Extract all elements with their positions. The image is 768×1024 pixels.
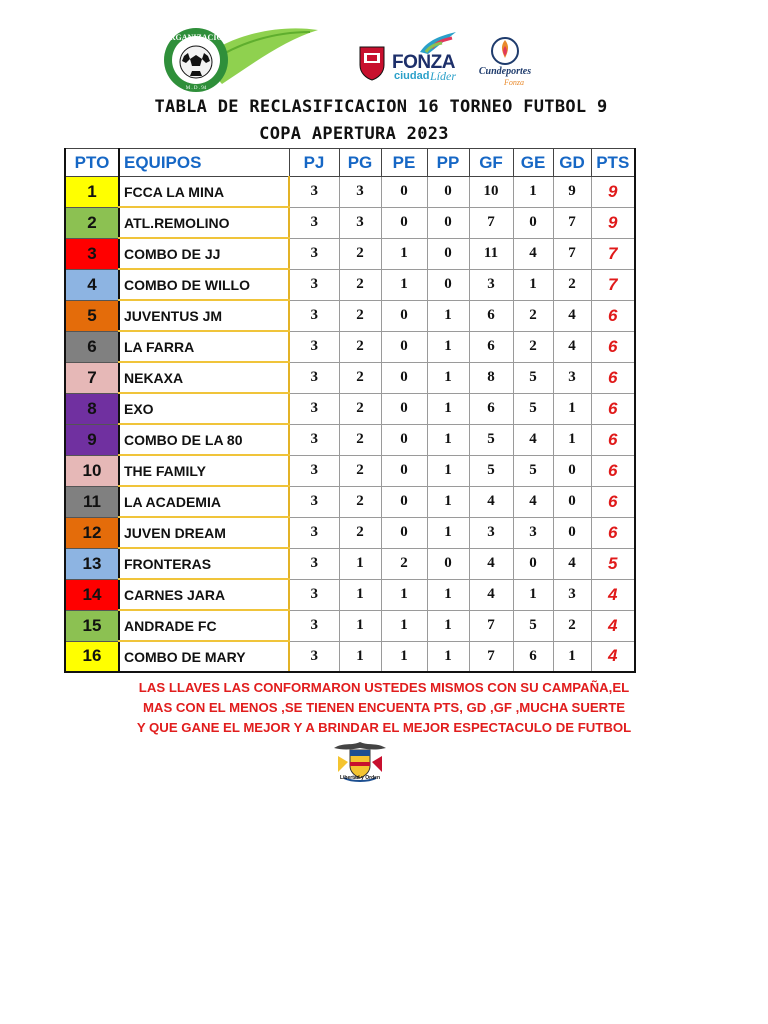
team-cell: COMBO DE MARY — [119, 641, 289, 672]
pp-cell: 1 — [427, 641, 469, 672]
pts-cell: 6 — [591, 362, 635, 393]
pj-cell: 3 — [289, 269, 339, 300]
pg-cell: 2 — [339, 455, 381, 486]
pp-cell: 1 — [427, 486, 469, 517]
table-row — [65, 207, 635, 238]
pe-cell: 1 — [381, 269, 427, 300]
team-cell: NEKAXA — [119, 362, 289, 393]
ge-cell: 3 — [513, 517, 553, 548]
pj-cell: 3 — [289, 177, 339, 208]
position-cell: 2 — [65, 207, 119, 238]
pts-cell: 6 — [591, 331, 635, 362]
col-header-pp: PP — [427, 149, 469, 177]
organization-logo — [160, 22, 320, 92]
gf-cell: 7 — [469, 610, 513, 641]
pg-cell: 2 — [339, 300, 381, 331]
pp-cell: 1 — [427, 393, 469, 424]
pg-cell: 2 — [339, 517, 381, 548]
fonza-shield-icon — [358, 45, 386, 81]
gd-cell: 0 — [553, 486, 591, 517]
position-cell: 14 — [65, 579, 119, 610]
gd-cell: 9 — [553, 177, 591, 208]
pp-cell: 0 — [427, 177, 469, 208]
gf-cell: 4 — [469, 486, 513, 517]
standings-table — [64, 148, 636, 673]
gf-cell: 6 — [469, 393, 513, 424]
col-header-pe: PE — [381, 149, 427, 177]
col-header-pg: PG — [339, 149, 381, 177]
gf-cell: 6 — [469, 331, 513, 362]
pp-cell: 1 — [427, 424, 469, 455]
team-cell: THE FAMILY — [119, 455, 289, 486]
position-cell: 11 — [65, 486, 119, 517]
table-row — [65, 641, 635, 672]
pj-cell: 3 — [289, 486, 339, 517]
cundeportes-logo — [474, 36, 536, 90]
note-line: LAS LLAVES LAS CONFORMARON USTEDES MISMOS CON SU CAMPAÑA,EL — [138, 680, 630, 695]
pe-cell: 0 — [381, 177, 427, 208]
cundeportes-sub: Fonza — [504, 78, 524, 87]
gd-cell: 0 — [553, 455, 591, 486]
team-cell: FRONTERAS — [119, 548, 289, 579]
table-row — [65, 362, 635, 393]
ge-cell: 4 — [513, 486, 553, 517]
table-row — [65, 548, 635, 579]
pe-cell: 0 — [381, 207, 427, 238]
pg-cell: 3 — [339, 207, 381, 238]
gf-cell: 11 — [469, 238, 513, 269]
pts-cell: 9 — [591, 207, 635, 238]
note-line: Y QUE GANE EL MEJOR Y A BRINDAR EL MEJOR ESPECTACULO DE FUTBOL — [136, 720, 632, 735]
col-header-gf: GF — [469, 149, 513, 177]
pe-cell: 1 — [381, 610, 427, 641]
header-logos — [0, 0, 768, 100]
pj-cell: 3 — [289, 207, 339, 238]
pg-cell: 1 — [339, 579, 381, 610]
pg-cell: 1 — [339, 610, 381, 641]
ge-cell: 4 — [513, 424, 553, 455]
pts-cell: 7 — [591, 269, 635, 300]
pts-cell: 6 — [591, 486, 635, 517]
team-cell: COMBO DE LA 80 — [119, 424, 289, 455]
table-row — [65, 424, 635, 455]
pg-cell: 3 — [339, 177, 381, 208]
pj-cell: 3 — [289, 393, 339, 424]
ge-cell: 2 — [513, 331, 553, 362]
page-title: TABLA DE RECLASIFICACION 16 TORNEO FUTBOL 9 — [154, 97, 608, 117]
ge-cell: 5 — [513, 455, 553, 486]
pp-cell: 0 — [427, 207, 469, 238]
position-cell: 13 — [65, 548, 119, 579]
gd-cell: 3 — [553, 579, 591, 610]
pp-cell: 1 — [427, 300, 469, 331]
pj-cell: 3 — [289, 641, 339, 672]
gd-cell: 7 — [553, 238, 591, 269]
pe-cell: 0 — [381, 362, 427, 393]
col-header-ge: GE — [513, 149, 553, 177]
gd-cell: 4 — [553, 548, 591, 579]
table-row — [65, 331, 635, 362]
table-row — [65, 610, 635, 641]
pj-cell: 3 — [289, 455, 339, 486]
pts-cell: 6 — [591, 455, 635, 486]
team-cell: EXO — [119, 393, 289, 424]
ge-cell: 0 — [513, 207, 553, 238]
gd-cell: 1 — [553, 641, 591, 672]
fonza-ciudad: ciudad — [394, 70, 430, 82]
pj-cell: 3 — [289, 300, 339, 331]
table-body — [65, 177, 635, 673]
pp-cell: 0 — [427, 269, 469, 300]
torch-icon — [490, 36, 520, 66]
gf-cell: 3 — [469, 269, 513, 300]
seal-caption: Libertad y Orden — [339, 775, 380, 781]
pg-cell: 2 — [339, 393, 381, 424]
note-text — [62, 678, 706, 738]
pg-cell: 2 — [339, 424, 381, 455]
team-cell: LA ACADEMIA — [119, 486, 289, 517]
pts-cell: 7 — [591, 238, 635, 269]
note-line: MAS CON EL MENOS ,SE TIENEN ENCUENTA PTS, GD ,GF ,MUCHA SUERTE — [142, 700, 626, 715]
gd-cell: 3 — [553, 362, 591, 393]
pp-cell: 1 — [427, 331, 469, 362]
team-cell: FCCA LA MINA — [119, 177, 289, 208]
team-cell: CARNES JARA — [119, 579, 289, 610]
pp-cell: 1 — [427, 610, 469, 641]
position-cell: 3 — [65, 238, 119, 269]
pp-cell: 0 — [427, 238, 469, 269]
page-subtitle: COPA APERTURA 2023 — [259, 124, 449, 144]
position-cell: 10 — [65, 455, 119, 486]
team-cell: JUVENTUS JM — [119, 300, 289, 331]
table-row — [65, 517, 635, 548]
pp-cell: 1 — [427, 517, 469, 548]
pe-cell: 0 — [381, 300, 427, 331]
pj-cell: 3 — [289, 424, 339, 455]
pj-cell: 3 — [289, 331, 339, 362]
fonza-lider: Líder — [430, 69, 457, 83]
team-cell: COMBO DE WILLO — [119, 269, 289, 300]
pts-cell: 6 — [591, 517, 635, 548]
gf-cell: 6 — [469, 300, 513, 331]
position-cell: 9 — [65, 424, 119, 455]
gd-cell: 4 — [553, 331, 591, 362]
table-row — [65, 455, 635, 486]
pe-cell: 0 — [381, 486, 427, 517]
pj-cell: 3 — [289, 610, 339, 641]
pts-cell: 5 — [591, 548, 635, 579]
ge-cell: 5 — [513, 393, 553, 424]
pj-cell: 3 — [289, 548, 339, 579]
col-header-gd: GD — [553, 149, 591, 177]
ge-cell: 1 — [513, 269, 553, 300]
pts-cell: 6 — [591, 424, 635, 455]
position-cell: 8 — [65, 393, 119, 424]
gf-cell: 7 — [469, 207, 513, 238]
gd-cell: 2 — [553, 269, 591, 300]
gd-cell: 1 — [553, 424, 591, 455]
position-cell: 1 — [65, 177, 119, 208]
ge-cell: 5 — [513, 610, 553, 641]
position-cell: 4 — [65, 269, 119, 300]
gf-cell: 10 — [469, 177, 513, 208]
pe-cell: 2 — [381, 548, 427, 579]
gf-cell: 5 — [469, 424, 513, 455]
pg-cell: 2 — [339, 238, 381, 269]
gd-cell: 4 — [553, 300, 591, 331]
col-header-equipos: EQUIPOS — [119, 149, 289, 177]
pts-cell: 6 — [591, 393, 635, 424]
pts-cell: 4 — [591, 579, 635, 610]
pp-cell: 1 — [427, 579, 469, 610]
position-cell: 5 — [65, 300, 119, 331]
pj-cell: 3 — [289, 579, 339, 610]
pg-cell: 2 — [339, 362, 381, 393]
ge-cell: 1 — [513, 177, 553, 208]
pg-cell: 2 — [339, 269, 381, 300]
pp-cell: 0 — [427, 548, 469, 579]
pj-cell: 3 — [289, 238, 339, 269]
gf-cell: 5 — [469, 455, 513, 486]
pts-cell: 4 — [591, 641, 635, 672]
ge-cell: 0 — [513, 548, 553, 579]
gf-cell: 4 — [469, 579, 513, 610]
team-cell: ANDRADE FC — [119, 610, 289, 641]
table-row — [65, 238, 635, 269]
gd-cell: 7 — [553, 207, 591, 238]
pp-cell: 1 — [427, 362, 469, 393]
cundeportes-name: Cundeportes — [478, 66, 532, 77]
pts-cell: 6 — [591, 300, 635, 331]
position-cell: 15 — [65, 610, 119, 641]
team-cell: JUVEN DREAM — [119, 517, 289, 548]
table-row — [65, 393, 635, 424]
pg-cell: 1 — [339, 548, 381, 579]
pj-cell: 3 — [289, 362, 339, 393]
gf-cell: 7 — [469, 641, 513, 672]
table-row — [65, 269, 635, 300]
col-header-pts: PTS — [591, 149, 635, 177]
pts-cell: 4 — [591, 610, 635, 641]
position-cell: 6 — [65, 331, 119, 362]
pe-cell: 0 — [381, 455, 427, 486]
gf-cell: 8 — [469, 362, 513, 393]
table-row — [65, 300, 635, 331]
ge-cell: 6 — [513, 641, 553, 672]
pg-cell: 1 — [339, 641, 381, 672]
pg-cell: 2 — [339, 331, 381, 362]
org-logo-text: ORGANIZACION — [163, 33, 229, 42]
col-header-pto: PTO — [65, 149, 119, 177]
org-logo-subtext: M . D . 94 — [185, 86, 207, 91]
fonza-word: FONZA — [392, 52, 455, 73]
pp-cell: 1 — [427, 455, 469, 486]
ge-cell: 2 — [513, 300, 553, 331]
table-row — [65, 486, 635, 517]
fonza-logo — [392, 30, 466, 86]
gf-cell: 3 — [469, 517, 513, 548]
position-cell: 12 — [65, 517, 119, 548]
position-cell: 7 — [65, 362, 119, 393]
position-cell: 16 — [65, 641, 119, 672]
team-cell: COMBO DE JJ — [119, 238, 289, 269]
pts-cell: 9 — [591, 177, 635, 208]
pe-cell: 1 — [381, 238, 427, 269]
pg-cell: 2 — [339, 486, 381, 517]
pe-cell: 0 — [381, 517, 427, 548]
team-cell: LA FARRA — [119, 331, 289, 362]
pe-cell: 0 — [381, 393, 427, 424]
gf-cell: 4 — [469, 548, 513, 579]
table-row — [65, 579, 635, 610]
gd-cell: 0 — [553, 517, 591, 548]
pe-cell: 0 — [381, 331, 427, 362]
gd-cell: 1 — [553, 393, 591, 424]
ge-cell: 1 — [513, 579, 553, 610]
pj-cell: 3 — [289, 517, 339, 548]
ge-cell: 5 — [513, 362, 553, 393]
pe-cell: 1 — [381, 579, 427, 610]
pe-cell: 1 — [381, 641, 427, 672]
team-cell: ATL.REMOLINO — [119, 207, 289, 238]
gd-cell: 2 — [553, 610, 591, 641]
table-header-row — [65, 149, 635, 177]
pe-cell: 0 — [381, 424, 427, 455]
col-header-pj: PJ — [289, 149, 339, 177]
ge-cell: 4 — [513, 238, 553, 269]
table-row — [65, 177, 635, 208]
